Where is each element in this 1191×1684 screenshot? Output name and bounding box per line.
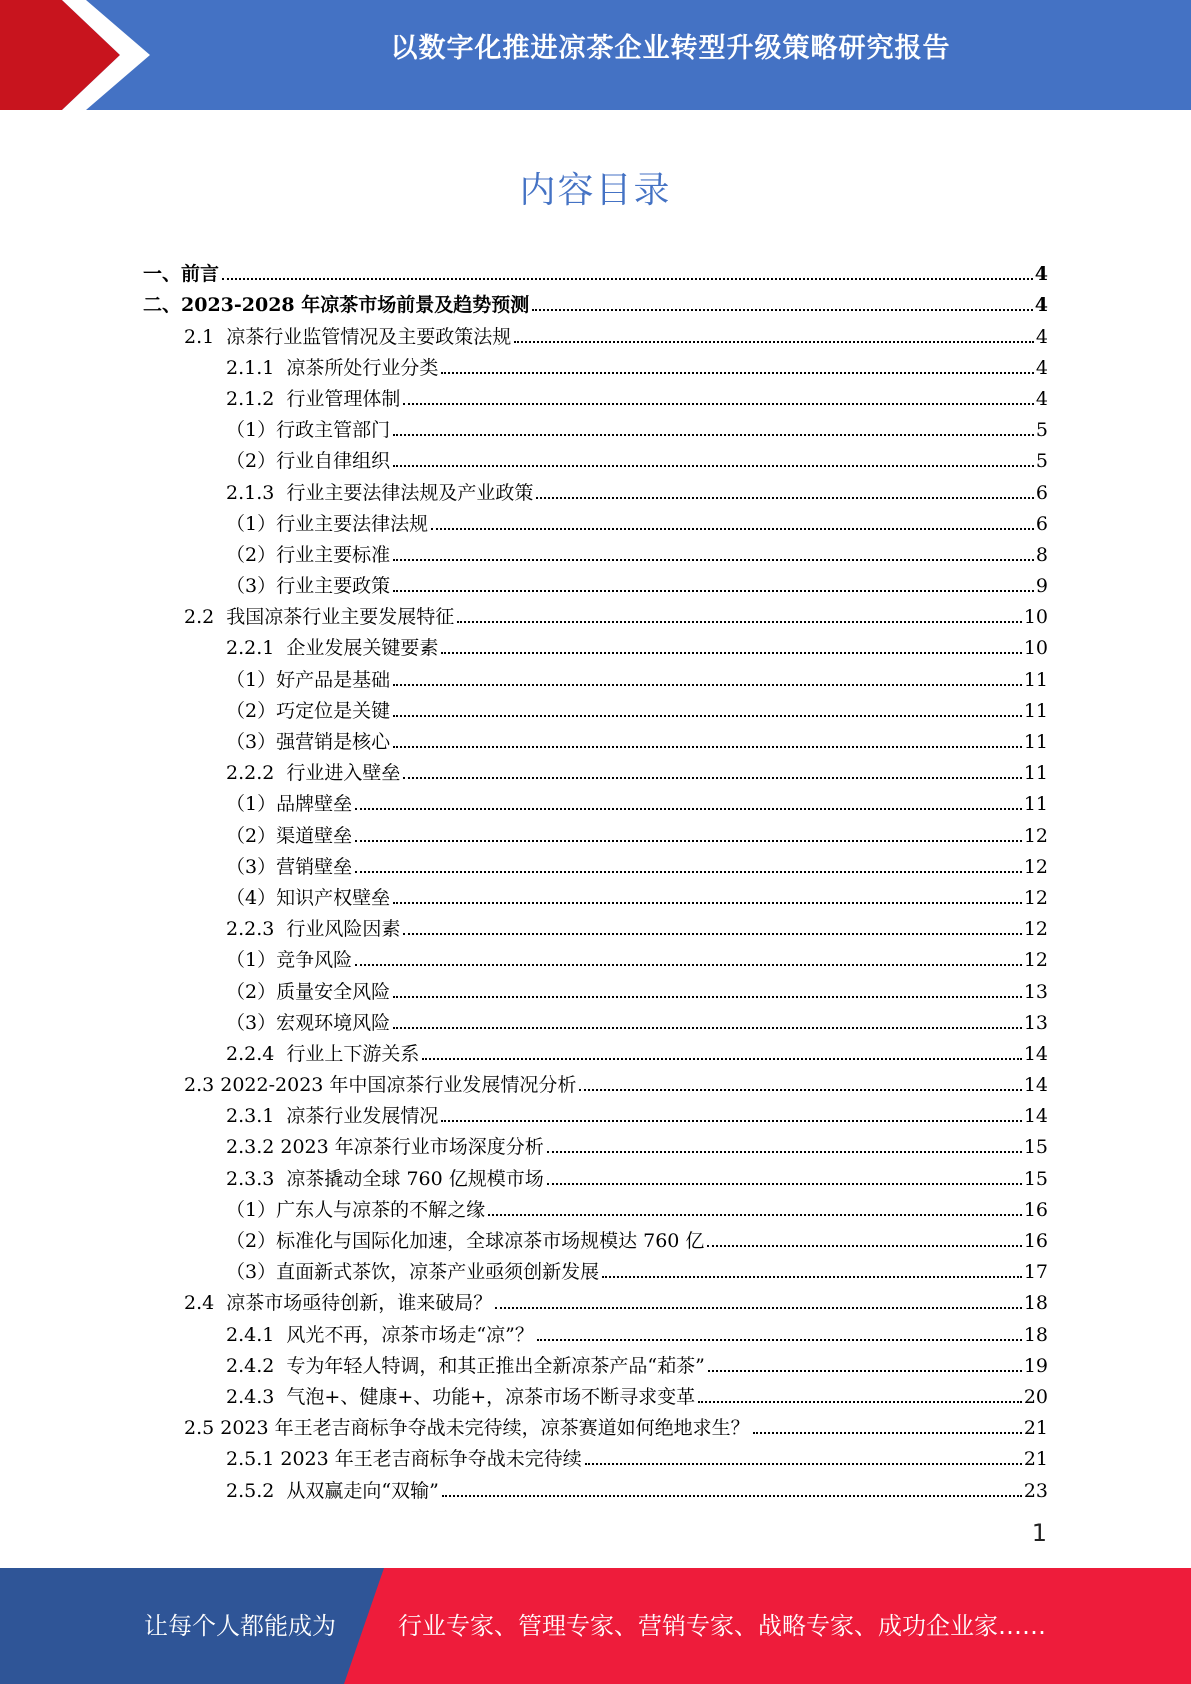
toc-entry[interactable] <box>0 316 1048 347</box>
toc-entry-label: （1）品牌壁垒 <box>226 793 355 815</box>
toc-entry-label: （3）行业主要政策 <box>226 575 393 597</box>
toc-leader-dots <box>393 1027 1022 1029</box>
toc-leader-dots <box>393 902 1022 904</box>
toc-entry-page: 17 <box>1023 1261 1048 1284</box>
toc-entry-label: 2.1.2 行业管理体制 <box>226 388 403 410</box>
toc-entry-label: （2）行业主要标准 <box>226 544 393 566</box>
toc-entry[interactable] <box>0 940 1048 971</box>
toc-entry-page: 16 <box>1023 1230 1048 1252</box>
toc-entry-label: （1）行业主要法律法规 <box>226 513 431 535</box>
toc-leader-dots <box>403 777 1021 779</box>
toc-entry-label: 2.1 凉茶行业监管情况及主要政策法规 <box>184 326 514 348</box>
toc-entry-label: 2.3.1 凉茶行业发展情况 <box>226 1105 441 1127</box>
toc-entry-page: 12 <box>1023 824 1048 847</box>
toc-entry[interactable] <box>0 1221 1048 1252</box>
toc-entry-label: （2）行业自律组织 <box>226 450 393 472</box>
toc-entry-page: 13 <box>1023 1011 1048 1034</box>
toc-entry-page: 10 <box>1023 637 1048 660</box>
toc-leader-dots <box>393 590 1034 592</box>
toc-leader-dots <box>403 403 1033 405</box>
toc-leader-dots <box>393 684 1022 686</box>
page-number: 1 <box>1031 1519 1047 1547</box>
toc-entry-page: 21 <box>1023 1417 1048 1440</box>
toc-entry-label: （3）直面新式茶饮，凉茶产业亟须创新发展 <box>226 1261 602 1283</box>
toc-entry-page: 4 <box>1035 387 1048 410</box>
toc-entry[interactable] <box>0 971 1048 1002</box>
report-title: 以数字化推进凉茶企业转型升级策略研究报告 <box>390 33 951 64</box>
toc-leader-dots <box>547 1151 1022 1153</box>
toc-entry-page: 10 <box>1023 606 1048 629</box>
table-of-contents <box>0 254 1191 1502</box>
toc-entry-label: 2.3.3 凉茶撬动全球 760 亿规模市场 <box>226 1168 547 1190</box>
toc-entry-page: 15 <box>1023 1136 1048 1159</box>
toc-leader-dots <box>514 341 1034 343</box>
toc-leader-dots <box>488 1214 1022 1216</box>
toc-entry-label: 2.2 我国凉茶行业主要发展特征 <box>184 606 457 628</box>
toc-entry[interactable] <box>0 504 1048 535</box>
toc-entry[interactable] <box>0 410 1048 441</box>
toc-entry-label: 2.5 2023 年王老吉商标争夺战未完待续，凉茶赛道如何绝地求生？ <box>184 1417 753 1439</box>
toc-entry-page: 6 <box>1035 512 1048 535</box>
toc-entry[interactable] <box>0 348 1048 379</box>
toc-entry[interactable] <box>0 379 1048 410</box>
toc-leader-dots <box>536 497 1033 499</box>
toc-entry[interactable] <box>0 1003 1048 1034</box>
toc-entry-page: 4 <box>1035 325 1048 348</box>
toc-entry-label: 2.4 凉茶市场亟待创新，谁来破局？ <box>184 1292 495 1314</box>
toc-entry-label: 一、前言 <box>143 263 222 285</box>
toc-entry[interactable] <box>0 1314 1048 1345</box>
toc-leader-dots <box>393 465 1034 467</box>
toc-entry-label: 2.2.2 行业进入壁垒 <box>226 762 403 784</box>
toc-entry-page: 8 <box>1035 543 1048 566</box>
toc-leader-dots <box>431 528 1034 530</box>
toc-leader-dots <box>393 559 1034 561</box>
toc-entry[interactable] <box>0 285 1048 316</box>
toc-entry-label: （1）好产品是基础 <box>226 669 393 691</box>
toc-entry-label: 2.4.1 风光不再，凉茶市场走“凉”？ <box>226 1324 537 1346</box>
toc-leader-dots <box>707 1245 1021 1247</box>
toc-leader-dots <box>442 1495 1022 1497</box>
toc-entry[interactable] <box>0 722 1048 753</box>
toc-leader-dots <box>422 1058 1021 1060</box>
toc-entry-label: 2.4.2 专为年轻人特调，和其正推出全新凉茶产品“萂茶” <box>226 1355 708 1377</box>
toc-leader-dots <box>441 652 1021 654</box>
toc-entry[interactable] <box>0 815 1048 846</box>
toc-entry-page: 12 <box>1023 886 1048 909</box>
toc-leader-dots <box>547 1183 1022 1185</box>
toc-leader-dots <box>403 933 1021 935</box>
toc-entry[interactable] <box>0 1470 1048 1501</box>
toc-entry[interactable] <box>0 1439 1048 1470</box>
toc-leader-dots <box>355 871 1022 873</box>
toc-entry[interactable] <box>0 1065 1048 1096</box>
toc-entry[interactable] <box>0 659 1048 690</box>
toc-entry-label: 2.1.3 行业主要法律法规及产业政策 <box>226 482 536 504</box>
toc-entry[interactable] <box>0 472 1048 503</box>
header-arrow-decoration <box>0 0 160 110</box>
toc-entry-page: 14 <box>1023 1105 1048 1128</box>
toc-entry-label: 2.4.3 气泡+、健康+、功能+，凉茶市场不断寻求变革 <box>226 1386 698 1408</box>
toc-entry-label: （2）渠道壁垒 <box>226 825 355 847</box>
toc-leader-dots <box>393 715 1022 717</box>
toc-entry-page: 11 <box>1023 762 1048 785</box>
toc-entry-page: 9 <box>1035 575 1048 598</box>
toc-entry[interactable] <box>0 1408 1048 1439</box>
toc-entry-page: 12 <box>1023 855 1048 878</box>
toc-entry[interactable] <box>0 1377 1048 1408</box>
toc-entry-label: 2.3.2 2023 年凉茶行业市场深度分析 <box>226 1136 547 1158</box>
toc-entry-page: 11 <box>1023 699 1048 722</box>
toc-leader-dots <box>393 434 1034 436</box>
toc-entry-label: （1）行政主管部门 <box>226 419 393 441</box>
toc-entry-page: 11 <box>1023 731 1048 753</box>
toc-leader-dots <box>393 746 1022 748</box>
toc-entry[interactable] <box>0 878 1048 909</box>
toc-leader-dots <box>753 1432 1022 1434</box>
toc-entry[interactable] <box>0 441 1048 472</box>
toc-entry[interactable] <box>0 1190 1048 1221</box>
toc-entry-page: 4 <box>1034 263 1048 286</box>
toc-leader-dots <box>393 996 1022 998</box>
toc-entry[interactable] <box>0 1252 1048 1283</box>
toc-entry-page: 5 <box>1035 450 1048 473</box>
toc-entry[interactable] <box>0 1158 1048 1189</box>
toc-leader-dots <box>698 1401 1022 1403</box>
toc-leader-dots <box>355 808 1022 810</box>
toc-entry-page: 15 <box>1023 1167 1048 1190</box>
toc-entry-page: 21 <box>1023 1448 1048 1471</box>
toc-entry[interactable] <box>0 535 1048 566</box>
toc-entry-page: 20 <box>1023 1385 1048 1408</box>
toc-entry-label: （4）知识产权壁垒 <box>226 887 393 909</box>
footer-banner <box>0 1568 1191 1684</box>
toc-entry-label: 2.1.1 凉茶所处行业分类 <box>226 357 441 379</box>
toc-entry-page: 14 <box>1023 1074 1048 1097</box>
toc-entry-page: 13 <box>1023 980 1048 1003</box>
toc-entry-page: 18 <box>1023 1323 1048 1346</box>
toc-entry[interactable] <box>0 753 1048 784</box>
toc-entry[interactable] <box>0 1096 1048 1127</box>
footer-slogan-left: 让每个人都能成为 <box>144 1612 336 1640</box>
toc-entry-page: 11 <box>1023 793 1048 816</box>
toc-entry-label: 2.5.1 2023 年王老吉商标争夺战未完待续 <box>226 1448 585 1470</box>
footer-slogan-right: 行业专家、管理专家、营销专家、战略专家、成功企业家…… <box>398 1612 1046 1640</box>
toc-leader-dots <box>579 1089 1021 1091</box>
toc-entry-page: 23 <box>1023 1479 1048 1502</box>
toc-entry-label: （1）广东人与凉茶的不解之缘 <box>226 1199 488 1221</box>
toc-entry[interactable] <box>0 597 1048 628</box>
toc-entry[interactable] <box>0 566 1048 597</box>
toc-leader-dots <box>355 840 1022 842</box>
toc-leader-dots <box>441 1120 1021 1122</box>
toc-entry-label: （3）强营销是核心 <box>226 731 393 753</box>
toc-entry-page: 4 <box>1035 356 1048 379</box>
header-banner <box>0 0 1191 110</box>
toc-entry[interactable] <box>0 628 1048 659</box>
toc-entry-page: 4 <box>1034 294 1048 317</box>
toc-entry-label: 2.2.1 企业发展关键要素 <box>226 637 441 659</box>
toc-entry[interactable] <box>0 784 1048 815</box>
toc-leader-dots <box>457 621 1022 623</box>
toc-entry-label: （1）竞争风险 <box>226 949 355 971</box>
toc-leader-dots <box>222 278 1033 280</box>
toc-leader-dots <box>495 1307 1022 1309</box>
toc-leader-dots <box>537 1339 1022 1341</box>
toc-entry[interactable] <box>0 847 1048 878</box>
toc-entry-label: （2）巧定位是关键 <box>226 700 393 722</box>
toc-entry-page: 12 <box>1023 918 1048 941</box>
toc-leader-dots <box>355 964 1022 966</box>
toc-entry-page: 16 <box>1023 1198 1048 1221</box>
toc-entry[interactable] <box>0 909 1048 940</box>
toc-entry-page: 11 <box>1023 668 1048 691</box>
toc-entry-label: 2.5.2 从双赢走向“双输” <box>226 1480 442 1502</box>
toc-entry[interactable] <box>0 1127 1048 1158</box>
toc-entry-page: 6 <box>1035 481 1048 504</box>
toc-entry[interactable] <box>0 1034 1048 1065</box>
toc-entry-label: 二、2023-2028 年凉茶市场前景及趋势预测 <box>143 294 532 316</box>
toc-leader-dots <box>441 372 1033 374</box>
toc-entry-label: （2）质量安全风险 <box>226 981 393 1003</box>
toc-entry-label: （2）标准化与国际化加速，全球凉茶市场规模达 760 亿 <box>226 1230 707 1252</box>
toc-entry-page: 19 <box>1023 1354 1048 1377</box>
toc-entry-page: 12 <box>1023 949 1048 972</box>
toc-entry-page: 5 <box>1035 419 1048 442</box>
toc-leader-dots <box>532 309 1033 311</box>
toc-entry-label: （3）宏观环境风险 <box>226 1012 393 1034</box>
toc-leader-dots <box>602 1276 1022 1278</box>
toc-leader-dots <box>585 1463 1022 1465</box>
toc-entry[interactable] <box>0 691 1048 722</box>
toc-entry-label: 2.2.3 行业风险因素 <box>226 918 403 940</box>
toc-entry-page: 18 <box>1023 1292 1048 1315</box>
toc-entry-page: 14 <box>1023 1042 1048 1065</box>
toc-leader-dots <box>708 1370 1022 1372</box>
toc-entry-label: （3）营销壁垒 <box>226 856 355 878</box>
toc-entry[interactable] <box>0 1283 1048 1314</box>
toc-entry[interactable] <box>0 1346 1048 1377</box>
toc-entry-label: 2.3 2022-2023 年中国凉茶行业发展情况分析 <box>184 1074 579 1096</box>
toc-title: 内容目录 <box>519 170 672 211</box>
toc-entry-label: 2.2.4 行业上下游关系 <box>226 1043 422 1065</box>
toc-entry[interactable] <box>0 254 1048 285</box>
